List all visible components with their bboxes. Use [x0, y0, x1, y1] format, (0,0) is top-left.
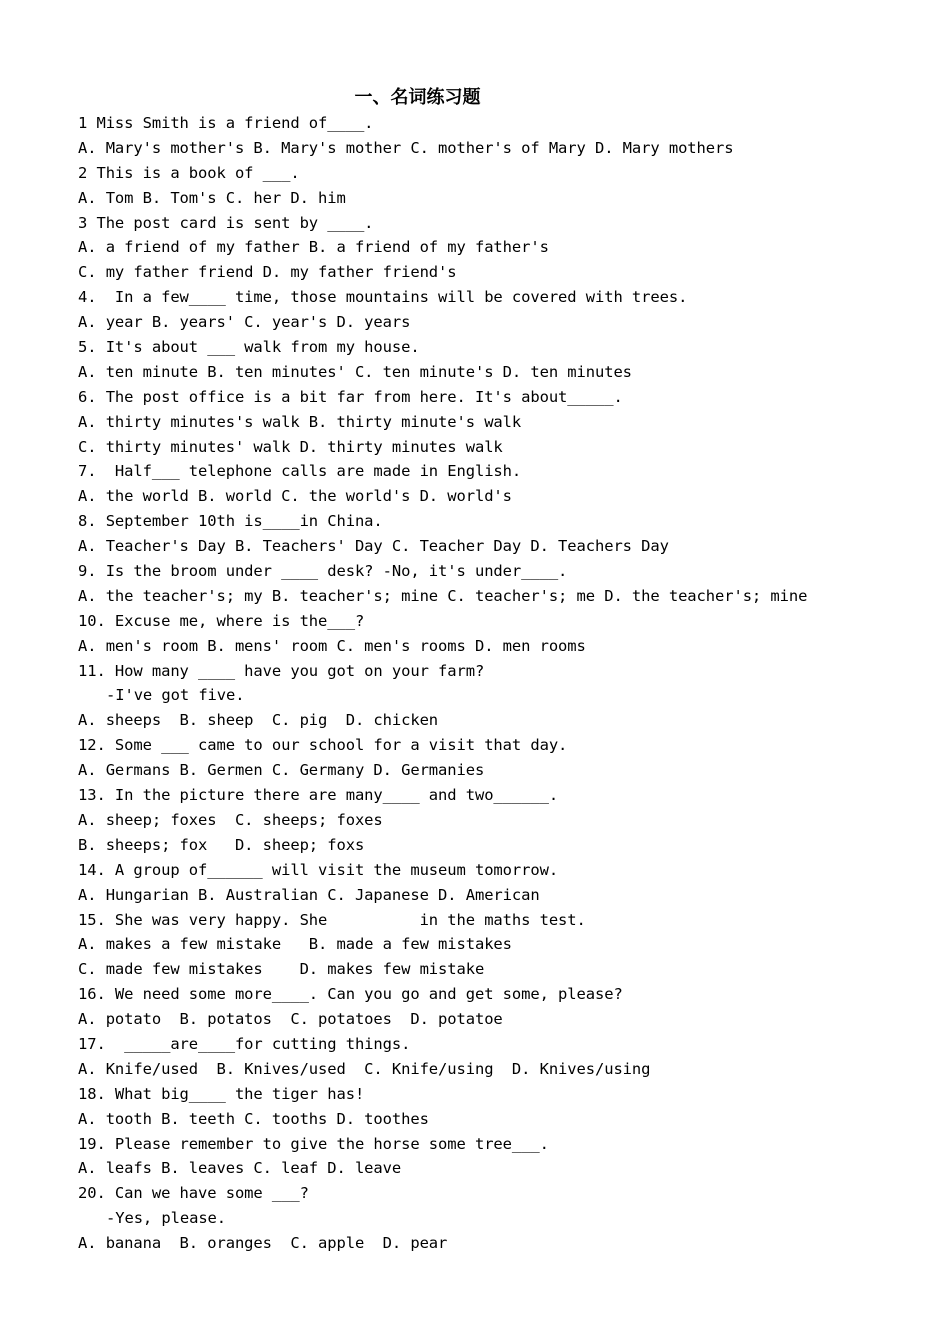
options-line: A. Mary's mother's B. Mary's mother C. mother's of Mary D. Mary mothers [78, 138, 734, 157]
question-line: 8. September 10th is____in China. [78, 512, 383, 531]
options-line: A. tooth B. teeth C. tooths D. toothes [78, 1109, 429, 1128]
question-line: 19. Please remember to give the horse some tree___. [78, 1134, 549, 1153]
question-line: 2 This is a book of ___. [78, 163, 300, 182]
question-line: 10. Excuse me, where is the___? [78, 611, 365, 630]
options-line: A. ten minute B. ten minutes' C. ten minute's D. ten minutes [78, 362, 632, 381]
question-line: 13. In the picture there are many____ and two______. [78, 786, 559, 805]
question-line: 7. Half___ telephone calls are made in English. [78, 462, 522, 481]
question-line: 5. It's about ___ walk from my house. [78, 338, 420, 357]
options-line: A. potato B. potatos C. potatoes D. potatoe [78, 1010, 503, 1029]
dialogue-line: -I've got five. [106, 686, 245, 705]
options-line: A. a friend of my father B. a friend of my father's [78, 238, 549, 257]
options-line: A. Tom B. Tom's C. her D. him [78, 188, 346, 207]
question-line: 17. _____are____for cutting things. [78, 1034, 411, 1053]
dialogue-line: -Yes, please. [106, 1209, 227, 1228]
question-line: 9. Is the broom under ____ desk? -No, it's under____. [78, 562, 568, 581]
options-line: A. sheeps B. sheep C. pig D. chicken [78, 711, 439, 730]
question-line: 1 Miss Smith is a friend of____. [78, 114, 374, 132]
question-line: 18. What big____ the tiger has! [78, 1084, 365, 1103]
options-line: A. Teacher's Day B. Teachers' Day C. Teacher Day D. Teachers Day [78, 537, 669, 556]
question-line: 3 The post card is sent by ____. [78, 213, 374, 232]
options-line: A. thirty minutes's walk B. thirty minute's walk [78, 412, 522, 431]
options-line: C. made few mistakes D. makes few mistake [78, 960, 485, 979]
question-line: 4. In a few____ time, those mountains will be covered with trees. [78, 288, 688, 307]
question-line: 20. Can we have some ___? [78, 1184, 309, 1203]
options-line: C. thirty minutes' walk D. thirty minutes walk [78, 437, 503, 456]
options-line: A. the world B. world C. the world's D. world's [78, 487, 512, 506]
options-line: A. Hungarian B. Australian C. Japanese D. American [78, 885, 540, 904]
question-line: 6. The post office is a bit far from here. It's about_____. [78, 387, 623, 406]
question-line: 14. A group of______ will visit the museum tomorrow. [78, 860, 559, 879]
question-line: 16. We need some more____. Can you go and get some, please? [78, 985, 623, 1004]
options-line: A. men's room B. mens' room C. men's rooms D. men rooms [78, 636, 586, 655]
options-line: C. my father friend D. my father friend's [78, 263, 457, 282]
page-title: 一、名词练习题 [354, 87, 481, 108]
options-line: A. Knife/used B. Knives/used C. Knife/using D. Knives/using [78, 1059, 651, 1078]
question-line: 11. How many ____ have you got on your farm? [78, 661, 485, 680]
exercise-list [78, 111, 930, 1256]
options-line: A. makes a few mistake B. made a few mistakes [78, 935, 512, 954]
options-line: A. the teacher's; my B. teacher's; mine C. teacher's; me D. the teacher's; mine [78, 586, 808, 605]
options-line: A. banana B. oranges C. apple D. pear [78, 1234, 448, 1253]
options-line: B. sheeps; fox D. sheep; foxs [78, 835, 365, 854]
question-line: 15. She was very happy. She in the maths test. [78, 910, 586, 929]
options-line: A. leafs B. leaves C. leaf D. leave [78, 1159, 402, 1178]
options-line: A. year B. years' C. year's D. years [78, 313, 411, 332]
options-line: A. sheep; foxes C. sheeps; foxes [78, 810, 383, 829]
question-line: 12. Some ___ came to our school for a visit that day. [78, 736, 568, 755]
options-line: A. Germans B. Germen C. Germany D. Germanies [78, 761, 485, 780]
